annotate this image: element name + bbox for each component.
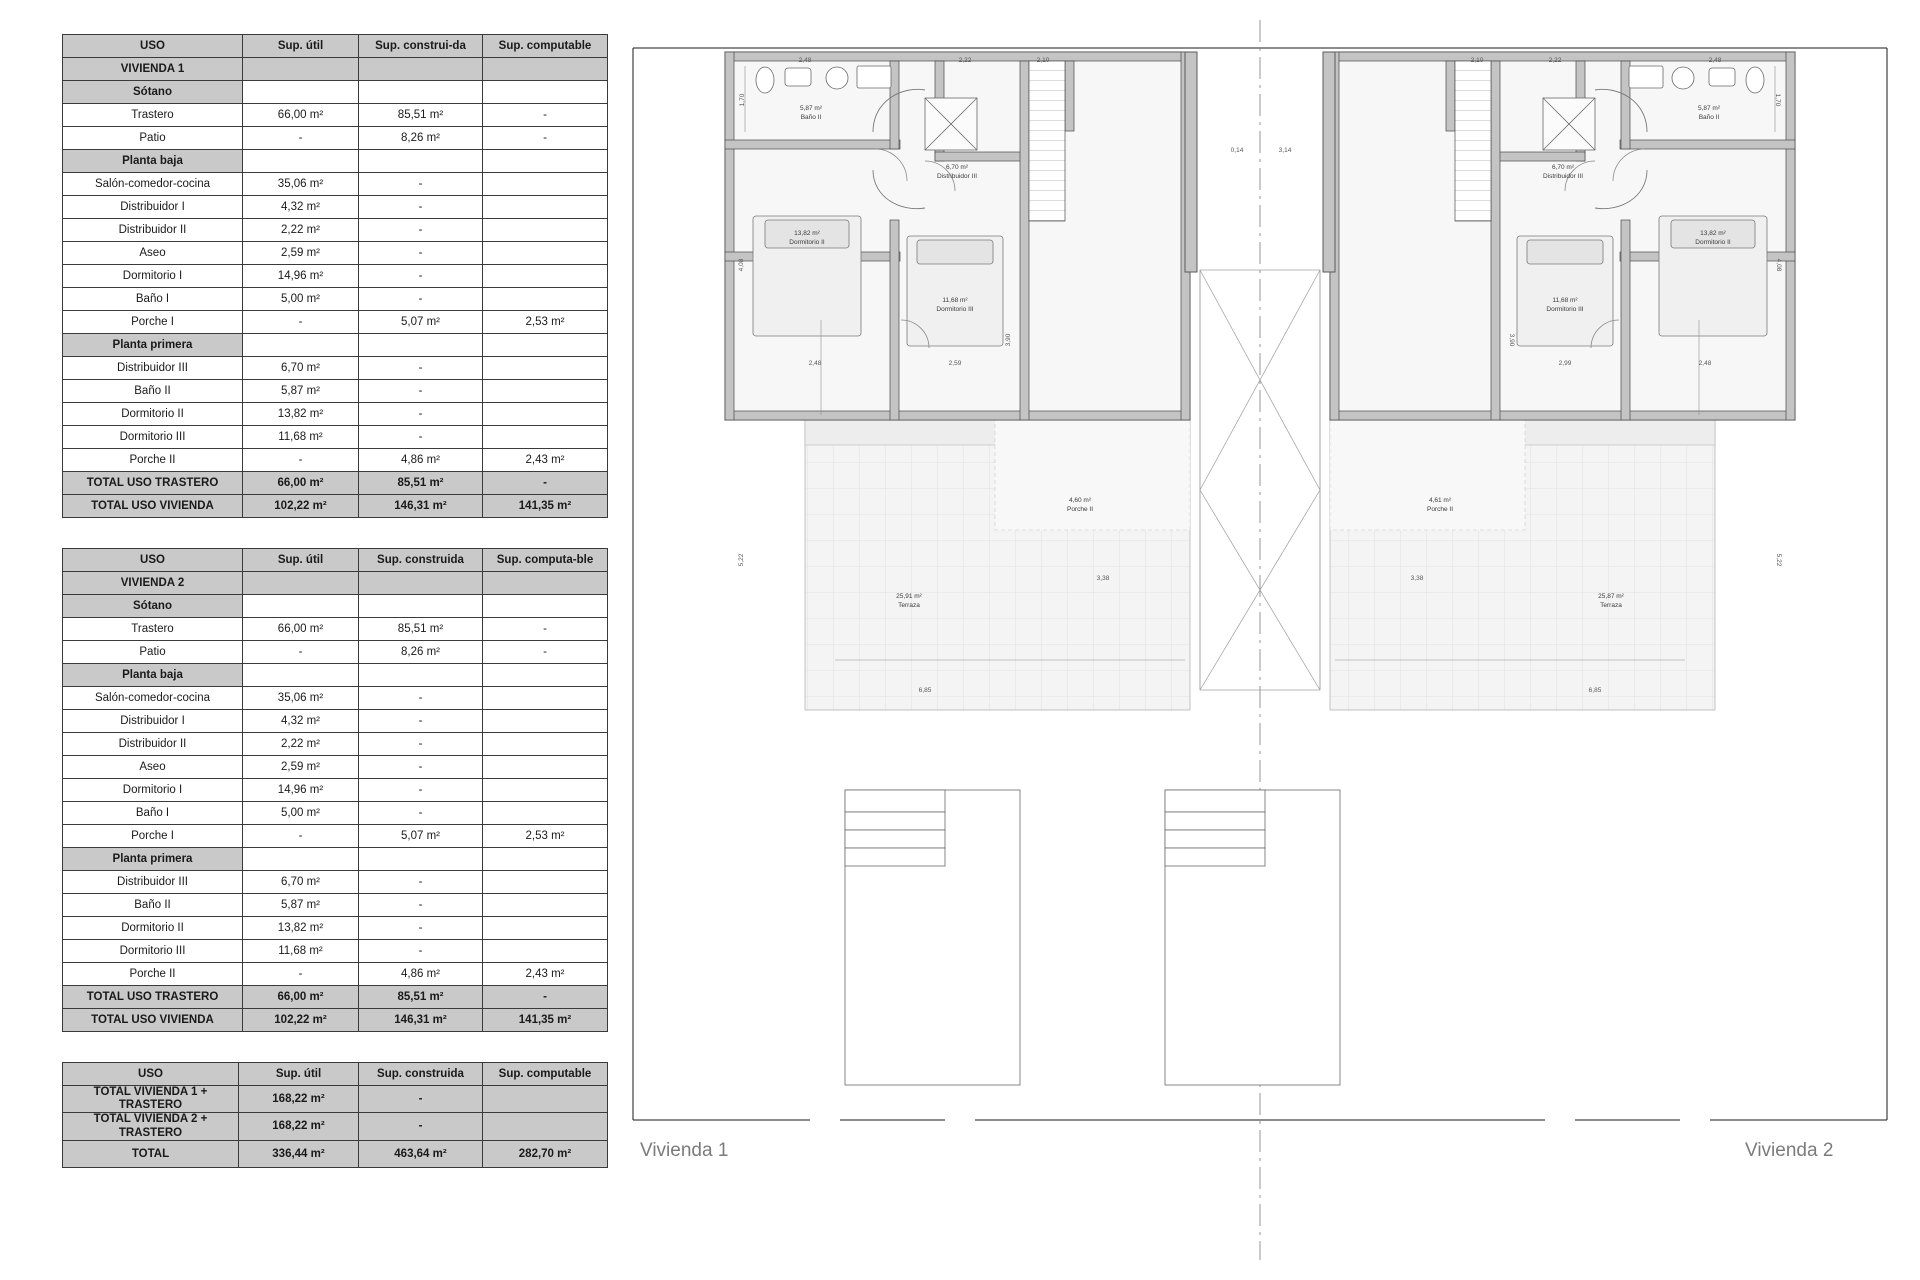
table-row: [63, 917, 608, 940]
row-value: -: [483, 986, 608, 1009]
row-label: TOTAL USO TRASTERO: [63, 472, 243, 495]
row-label: Distribuidor III: [63, 357, 243, 380]
svg-text:2,22: 2,22: [1548, 57, 1562, 64]
svg-text:3,90: 3,90: [1005, 333, 1012, 347]
row-label: TOTAL USO VIVIENDA: [63, 495, 243, 518]
row-value: 146,31 m²: [359, 495, 483, 518]
row-value: 35,06 m²: [243, 687, 359, 710]
table-row: [63, 127, 608, 150]
table-row: [63, 779, 608, 802]
row-value: 5,00 m²: [243, 802, 359, 825]
row-value: -: [483, 641, 608, 664]
svg-text:2,10: 2,10: [1036, 57, 1050, 64]
svg-text:Terraza: Terraza: [1600, 602, 1622, 609]
column-header: Sup. útil: [243, 549, 359, 572]
svg-text:Dormitorio II: Dormitorio II: [1695, 239, 1731, 246]
row-label: Distribuidor II: [63, 733, 243, 756]
row-value: 66,00 m²: [243, 986, 359, 1009]
plan-label-vivienda-1: Vivienda 1: [640, 1140, 729, 1161]
column-header: USO: [63, 35, 243, 58]
row-label: Dormitorio I: [63, 265, 243, 288]
row-value: -: [359, 917, 483, 940]
row-label: Planta primera: [63, 848, 243, 871]
column-header: USO: [63, 1063, 239, 1086]
row-value: 2,59 m²: [243, 756, 359, 779]
area-table-vivienda-2: [62, 548, 608, 1032]
svg-text:11,68 m²: 11,68 m²: [1552, 297, 1578, 304]
row-value: [243, 595, 359, 618]
row-value: [483, 334, 608, 357]
svg-text:2,48: 2,48: [808, 360, 822, 367]
svg-text:2,48: 2,48: [1698, 360, 1712, 367]
row-value: [243, 848, 359, 871]
row-value: [483, 403, 608, 426]
row-value: 5,07 m²: [359, 311, 483, 334]
row-value: -: [243, 127, 359, 150]
row-label: Baño I: [63, 288, 243, 311]
column-header: Sup. útil: [243, 35, 359, 58]
row-value: [483, 756, 608, 779]
table-row: [63, 825, 608, 848]
row-value: 5,00 m²: [243, 288, 359, 311]
column-header: USO: [63, 549, 243, 572]
row-value: [243, 572, 359, 595]
row-value: 85,51 m²: [359, 618, 483, 641]
row-value: -: [359, 1113, 483, 1140]
row-value: 141,35 m²: [483, 1009, 608, 1032]
table-row: [63, 664, 608, 687]
row-value: [359, 595, 483, 618]
svg-text:4,60 m²: 4,60 m²: [1068, 497, 1092, 504]
row-value: -: [243, 311, 359, 334]
table-header-row: [63, 1063, 608, 1086]
table-row: [63, 848, 608, 871]
svg-text:Baño II: Baño II: [1698, 114, 1720, 121]
table-row: [63, 871, 608, 894]
row-value: 2,53 m²: [483, 825, 608, 848]
row-label: VIVIENDA 2: [63, 572, 243, 595]
row-value: 66,00 m²: [243, 618, 359, 641]
row-value: -: [359, 288, 483, 311]
row-label: Aseo: [63, 242, 243, 265]
row-value: [483, 150, 608, 173]
row-value: -: [243, 641, 359, 664]
table-row: [63, 357, 608, 380]
row-value: -: [359, 940, 483, 963]
area-table-vivienda-1: [62, 34, 608, 518]
table-row: [63, 495, 608, 518]
row-value: 66,00 m²: [243, 104, 359, 127]
svg-text:3,14: 3,14: [1278, 147, 1292, 154]
row-value: [483, 687, 608, 710]
table-row: [63, 733, 608, 756]
row-label: Distribuidor II: [63, 219, 243, 242]
row-value: -: [359, 733, 483, 756]
table-header-row: [63, 549, 608, 572]
row-value: [243, 664, 359, 687]
row-value: 8,26 m²: [359, 127, 483, 150]
row-value: [483, 196, 608, 219]
svg-text:Dormitorio II: Dormitorio II: [789, 239, 825, 246]
row-label: TOTAL: [63, 1140, 239, 1167]
svg-text:6,70 m²: 6,70 m²: [945, 164, 969, 171]
table-row: [63, 963, 608, 986]
column-header: Sup. computable: [483, 1063, 608, 1086]
row-value: -: [359, 894, 483, 917]
svg-text:13,82 m²: 13,82 m²: [794, 230, 820, 237]
row-value: [483, 219, 608, 242]
table-row: [63, 595, 608, 618]
row-value: -: [483, 104, 608, 127]
row-value: [483, 58, 608, 81]
row-label: Planta primera: [63, 334, 243, 357]
row-value: [483, 802, 608, 825]
row-label: Aseo: [63, 756, 243, 779]
table-row: [63, 380, 608, 403]
table-row: [63, 150, 608, 173]
row-value: [359, 81, 483, 104]
row-value: 2,53 m²: [483, 311, 608, 334]
row-label: Porche II: [63, 449, 243, 472]
row-label: Planta baja: [63, 150, 243, 173]
row-value: 4,86 m²: [359, 449, 483, 472]
row-value: -: [359, 357, 483, 380]
row-label: VIVIENDA 1: [63, 58, 243, 81]
row-value: 11,68 m²: [243, 940, 359, 963]
area-tables-column: [62, 34, 607, 1198]
table-row: [63, 334, 608, 357]
row-value: -: [359, 403, 483, 426]
row-label: Trastero: [63, 104, 243, 127]
row-value: -: [359, 779, 483, 802]
table-header-row: [63, 35, 608, 58]
row-value: -: [243, 449, 359, 472]
row-value: 5,87 m²: [243, 894, 359, 917]
row-value: -: [243, 825, 359, 848]
row-value: [359, 150, 483, 173]
svg-text:1,70: 1,70: [1774, 93, 1781, 107]
row-value: -: [359, 173, 483, 196]
row-value: [359, 572, 483, 595]
row-value: [359, 848, 483, 871]
row-value: [483, 242, 608, 265]
table-row: [63, 219, 608, 242]
row-label: TOTAL USO VIVIENDA: [63, 1009, 243, 1032]
column-header: Sup. computable: [483, 35, 608, 58]
row-label: Porche II: [63, 963, 243, 986]
svg-text:25,91 m²: 25,91 m²: [896, 593, 922, 600]
row-value: [483, 81, 608, 104]
row-label: Dormitorio I: [63, 779, 243, 802]
table-row: [63, 58, 608, 81]
row-value: -: [483, 618, 608, 641]
row-value: 13,82 m²: [243, 917, 359, 940]
row-value: 141,35 m²: [483, 495, 608, 518]
row-value: [243, 150, 359, 173]
svg-text:2,59: 2,59: [948, 360, 962, 367]
table-row: [63, 426, 608, 449]
row-value: 6,70 m²: [243, 357, 359, 380]
row-value: -: [359, 219, 483, 242]
svg-text:13,82 m²: 13,82 m²: [1700, 230, 1726, 237]
table-row: [63, 986, 608, 1009]
row-value: [483, 173, 608, 196]
svg-text:4,61 m²: 4,61 m²: [1428, 497, 1452, 504]
table-row: [63, 196, 608, 219]
table-row: [63, 242, 608, 265]
row-value: 2,43 m²: [483, 963, 608, 986]
row-label: Salón-comedor-cocina: [63, 687, 243, 710]
row-label: Patio: [63, 127, 243, 150]
svg-text:1,70: 1,70: [739, 93, 746, 107]
svg-text:3,90: 3,90: [1508, 333, 1515, 347]
row-value: -: [359, 710, 483, 733]
row-label: Dormitorio III: [63, 426, 243, 449]
row-value: 282,70 m²: [483, 1140, 608, 1167]
row-value: [243, 81, 359, 104]
row-label: Baño II: [63, 894, 243, 917]
row-value: -: [359, 196, 483, 219]
row-value: 168,22 m²: [239, 1113, 359, 1140]
row-value: -: [359, 426, 483, 449]
svg-text:3,38: 3,38: [1410, 575, 1424, 582]
table-row: [63, 641, 608, 664]
svg-text:6,70 m²: 6,70 m²: [1551, 164, 1575, 171]
row-label: Patio: [63, 641, 243, 664]
row-value: -: [243, 963, 359, 986]
row-label: Dormitorio II: [63, 403, 243, 426]
row-value: -: [483, 127, 608, 150]
column-header: Sup. construi-da: [359, 35, 483, 58]
row-value: -: [359, 871, 483, 894]
row-value: [243, 58, 359, 81]
svg-text:2,99: 2,99: [1558, 360, 1572, 367]
row-value: 5,87 m²: [243, 380, 359, 403]
svg-text:Dormitorio III: Dormitorio III: [1546, 306, 1584, 313]
row-value: 66,00 m²: [243, 472, 359, 495]
table-row: [63, 618, 608, 641]
table-row: [63, 449, 608, 472]
svg-text:0,14: 0,14: [1230, 147, 1244, 154]
row-value: 336,44 m²: [239, 1140, 359, 1167]
row-label: Porche I: [63, 825, 243, 848]
table-row: [63, 687, 608, 710]
row-value: 146,31 m²: [359, 1009, 483, 1032]
plan-label-vivienda-2: Vivienda 2: [1745, 1140, 1834, 1161]
row-value: 14,96 m²: [243, 779, 359, 802]
row-value: 11,68 m²: [243, 426, 359, 449]
table-row: [63, 1113, 608, 1140]
row-value: 2,22 m²: [243, 733, 359, 756]
svg-text:Distribuidor III: Distribuidor III: [1542, 173, 1584, 180]
row-value: [483, 265, 608, 288]
row-label: Baño II: [63, 380, 243, 403]
table-row: [63, 265, 608, 288]
row-value: [483, 894, 608, 917]
row-value: 8,26 m²: [359, 641, 483, 664]
svg-text:11,68 m²: 11,68 m²: [942, 297, 968, 304]
row-value: 463,64 m²: [359, 1140, 483, 1167]
row-value: [483, 595, 608, 618]
row-value: 4,32 m²: [243, 710, 359, 733]
row-value: [483, 664, 608, 687]
row-value: 85,51 m²: [359, 986, 483, 1009]
row-value: 102,22 m²: [243, 495, 359, 518]
row-value: [483, 733, 608, 756]
row-label: Porche I: [63, 311, 243, 334]
row-value: [483, 1086, 608, 1113]
svg-text:4,08: 4,08: [738, 258, 745, 272]
row-value: [359, 664, 483, 687]
row-value: -: [359, 265, 483, 288]
row-value: [243, 334, 359, 357]
column-header: Sup. construida: [359, 1063, 483, 1086]
table-row: [63, 940, 608, 963]
row-value: [483, 380, 608, 403]
row-label: Sótano: [63, 81, 243, 104]
svg-text:Porche II: Porche II: [1066, 506, 1094, 513]
row-label: Dormitorio III: [63, 940, 243, 963]
column-header: Sup. útil: [239, 1063, 359, 1086]
row-value: 2,43 m²: [483, 449, 608, 472]
row-value: [483, 871, 608, 894]
row-value: 35,06 m²: [243, 173, 359, 196]
row-value: -: [359, 802, 483, 825]
row-value: 102,22 m²: [243, 1009, 359, 1032]
row-value: [483, 572, 608, 595]
row-label: Baño I: [63, 802, 243, 825]
row-value: [483, 779, 608, 802]
row-label: Dormitorio II: [63, 917, 243, 940]
table-row: [63, 756, 608, 779]
row-value: 14,96 m²: [243, 265, 359, 288]
floor-plan-drawing: [625, 20, 1895, 1260]
row-label: Sótano: [63, 595, 243, 618]
row-value: 4,86 m²: [359, 963, 483, 986]
row-label: Trastero: [63, 618, 243, 641]
svg-text:25,87 m²: 25,87 m²: [1598, 593, 1624, 600]
svg-text:Terraza: Terraza: [898, 602, 920, 609]
svg-text:5,22: 5,22: [738, 553, 745, 567]
row-label: Planta baja: [63, 664, 243, 687]
table-row: [63, 572, 608, 595]
svg-text:Baño II: Baño II: [800, 114, 822, 121]
table-row: [63, 311, 608, 334]
svg-text:6,85: 6,85: [1588, 687, 1602, 694]
column-header: Sup. construida: [359, 549, 483, 572]
row-value: [483, 426, 608, 449]
svg-text:Porche II: Porche II: [1426, 506, 1454, 513]
table-row: [63, 472, 608, 495]
row-value: -: [483, 472, 608, 495]
svg-text:4,08: 4,08: [1775, 258, 1782, 272]
row-value: 2,22 m²: [243, 219, 359, 242]
row-value: 13,82 m²: [243, 403, 359, 426]
svg-text:2,10: 2,10: [1470, 57, 1484, 64]
row-value: -: [359, 242, 483, 265]
table-row: [63, 173, 608, 196]
row-value: [483, 940, 608, 963]
row-value: 4,32 m²: [243, 196, 359, 219]
row-value: 5,07 m²: [359, 825, 483, 848]
svg-text:Dormitorio III: Dormitorio III: [936, 306, 974, 313]
row-value: [483, 710, 608, 733]
row-value: 168,22 m²: [239, 1086, 359, 1113]
row-value: [483, 357, 608, 380]
table-row: [63, 802, 608, 825]
row-label: Distribuidor I: [63, 710, 243, 733]
table-row: [63, 1140, 608, 1167]
row-value: -: [359, 687, 483, 710]
table-row: [63, 288, 608, 311]
svg-text:2,48: 2,48: [1708, 57, 1722, 64]
row-value: 85,51 m²: [359, 104, 483, 127]
table-row: [63, 894, 608, 917]
row-label: Distribuidor III: [63, 871, 243, 894]
row-value: 85,51 m²: [359, 472, 483, 495]
row-label: TOTAL VIVIENDA 1 + TRASTERO: [63, 1086, 239, 1113]
row-value: -: [359, 380, 483, 403]
row-value: [483, 288, 608, 311]
table-row: [63, 104, 608, 127]
table-row: [63, 81, 608, 104]
table-row: [63, 1086, 608, 1113]
column-header: Sup. computa-ble: [483, 549, 608, 572]
row-label: TOTAL VIVIENDA 2 + TRASTERO: [63, 1113, 239, 1140]
row-value: 6,70 m²: [243, 871, 359, 894]
row-value: -: [359, 1086, 483, 1113]
row-label: TOTAL USO TRASTERO: [63, 986, 243, 1009]
svg-text:2,22: 2,22: [958, 57, 972, 64]
row-value: [483, 917, 608, 940]
table-row: [63, 1009, 608, 1032]
svg-text:5,22: 5,22: [1775, 553, 1782, 567]
area-table-totals: [62, 1062, 608, 1168]
row-label: Distribuidor I: [63, 196, 243, 219]
row-label: Salón-comedor-cocina: [63, 173, 243, 196]
svg-text:3,38: 3,38: [1096, 575, 1110, 582]
svg-text:5,87 m²: 5,87 m²: [1697, 105, 1721, 112]
table-row: [63, 710, 608, 733]
svg-text:5,87 m²: 5,87 m²: [799, 105, 823, 112]
row-value: [483, 1113, 608, 1140]
table-row: [63, 403, 608, 426]
row-value: [359, 58, 483, 81]
svg-text:2,48: 2,48: [798, 57, 812, 64]
svg-text:6,85: 6,85: [918, 687, 932, 694]
row-value: 2,59 m²: [243, 242, 359, 265]
row-value: [483, 848, 608, 871]
row-value: [359, 334, 483, 357]
row-value: -: [359, 756, 483, 779]
svg-text:Distribuidor III: Distribuidor III: [936, 173, 978, 180]
